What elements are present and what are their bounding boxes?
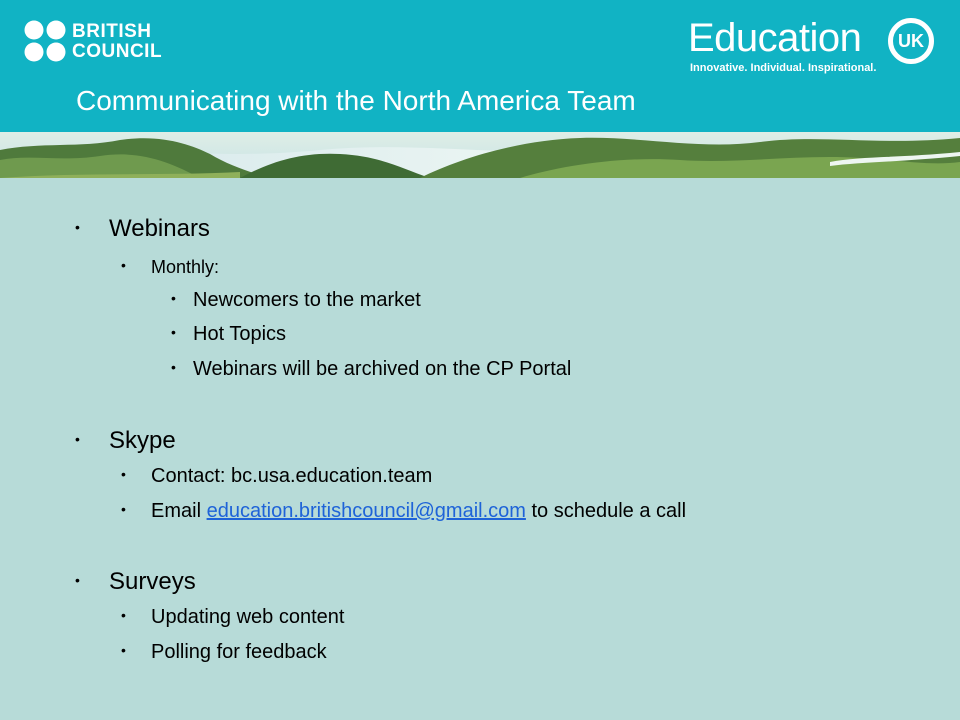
email-link[interactable]: education.britishcouncil@gmail.com	[206, 500, 526, 522]
british-council-wordmark	[72, 22, 162, 62]
section-label: Surveys	[109, 568, 196, 595]
list-item-label: Hot Topics	[193, 323, 287, 345]
email-prefix: Email	[151, 500, 202, 522]
bullet-icon: •	[171, 324, 176, 340]
list-item-contact	[121, 464, 433, 488]
education-wordmark: Education	[688, 16, 862, 60]
bullet-icon: •	[121, 607, 126, 623]
section-label: Skype	[109, 427, 176, 454]
list-item-label: Monthly:	[151, 257, 220, 277]
bullet-icon: •	[171, 359, 176, 375]
list-item-archived	[171, 357, 572, 381]
uk-badge-icon: UK	[888, 18, 934, 64]
email-suffix: to schedule a call	[531, 500, 687, 522]
list-item-label: Updating web content	[151, 606, 345, 628]
list-item-label: Contact: bc.usa.education.team	[151, 465, 433, 487]
bullet-icon: •	[75, 572, 80, 588]
list-item-label: Polling for feedback	[151, 641, 327, 663]
list-item-email	[121, 499, 687, 523]
list-item-updating	[121, 605, 345, 629]
bullet-icon: •	[121, 642, 126, 658]
list-item-hot-topics	[171, 322, 287, 346]
slide-title: Communicating with the North America Team	[76, 85, 636, 116]
section-skype	[75, 427, 176, 455]
british-council-line2: COUNCIL	[72, 41, 163, 62]
slide-body	[0, 178, 960, 720]
list-item-label: Newcomers to the market	[193, 289, 421, 311]
bullet-icon: •	[121, 466, 126, 482]
bullet-icon: •	[121, 501, 126, 517]
bullet-icon: •	[121, 257, 126, 273]
british-council-dots-icon	[24, 20, 68, 64]
section-surveys	[75, 568, 196, 596]
section-label: Webinars	[109, 215, 210, 242]
list-item-newcomers	[171, 288, 421, 312]
landscape-banner-image	[0, 132, 960, 178]
bullet-icon: •	[75, 219, 80, 235]
list-item-label: Webinars will be archived on the CP Portal	[193, 358, 572, 380]
education-tagline: Innovative. Individual. Inspirational.	[690, 62, 877, 74]
section-webinars	[75, 215, 210, 243]
education-uk-logo	[688, 14, 940, 80]
list-item-monthly	[121, 255, 220, 279]
list-item-polling	[121, 640, 327, 664]
slide-header	[0, 0, 960, 132]
bullet-icon: •	[75, 431, 80, 447]
british-council-line1: BRITISH	[72, 21, 152, 42]
bullet-icon: •	[171, 290, 176, 306]
